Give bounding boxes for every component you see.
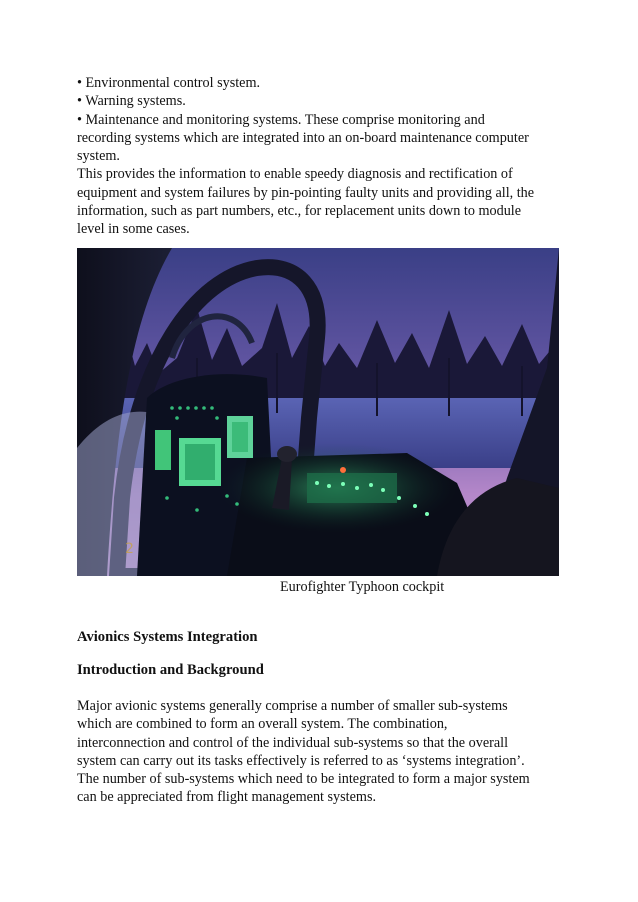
intro-text-block xyxy=(77,74,577,239)
subsection-heading: Introduction and Background xyxy=(77,662,264,678)
body-text-line: system can carry out its tasks effectively is referred to as ‘systems integration’. xyxy=(77,752,525,769)
body-text-line: which are combined to form an overall system. The combination, xyxy=(77,716,448,733)
intro-text-line: system. xyxy=(77,148,120,165)
section-heading: Avionics Systems Integration xyxy=(77,629,258,645)
intro-text-line: This provides the information to enable speedy diagnosis and rectification of xyxy=(77,166,513,183)
bullet-maintenance-monitoring: • Maintenance and monitoring systems. These comprise monitoring and xyxy=(77,111,485,128)
intro-text-line: recording systems which are integrated into an on-board maintenance computer xyxy=(77,129,529,146)
bullet-warning-systems: • Warning systems. xyxy=(77,93,186,110)
body-text-line: The number of sub-systems which need to be integrated to form a major system xyxy=(77,771,530,788)
cockpit-photo xyxy=(77,248,559,576)
body-text-line: can be appreciated from flight management systems. xyxy=(77,789,377,806)
intro-text-line: information, such as part numbers, etc., for replacement units down to module xyxy=(77,203,522,220)
body-text-line: Major avionic systems generally comprise a number of smaller sub-systems xyxy=(77,698,508,714)
figure-caption: Eurofighter Typhoon cockpit xyxy=(280,579,445,595)
svg-text:2: 2 xyxy=(125,541,134,557)
body-text-line: interconnection and control of the individual sub-systems so that the overall xyxy=(77,734,509,751)
intro-text-line: level in some cases. xyxy=(77,221,190,238)
body-paragraph xyxy=(77,697,577,807)
bullet-environmental-control: • Environmental control system. xyxy=(77,75,261,91)
intro-text-line: equipment and system failures by pin-pointing faulty units and providing all, the xyxy=(77,184,535,201)
